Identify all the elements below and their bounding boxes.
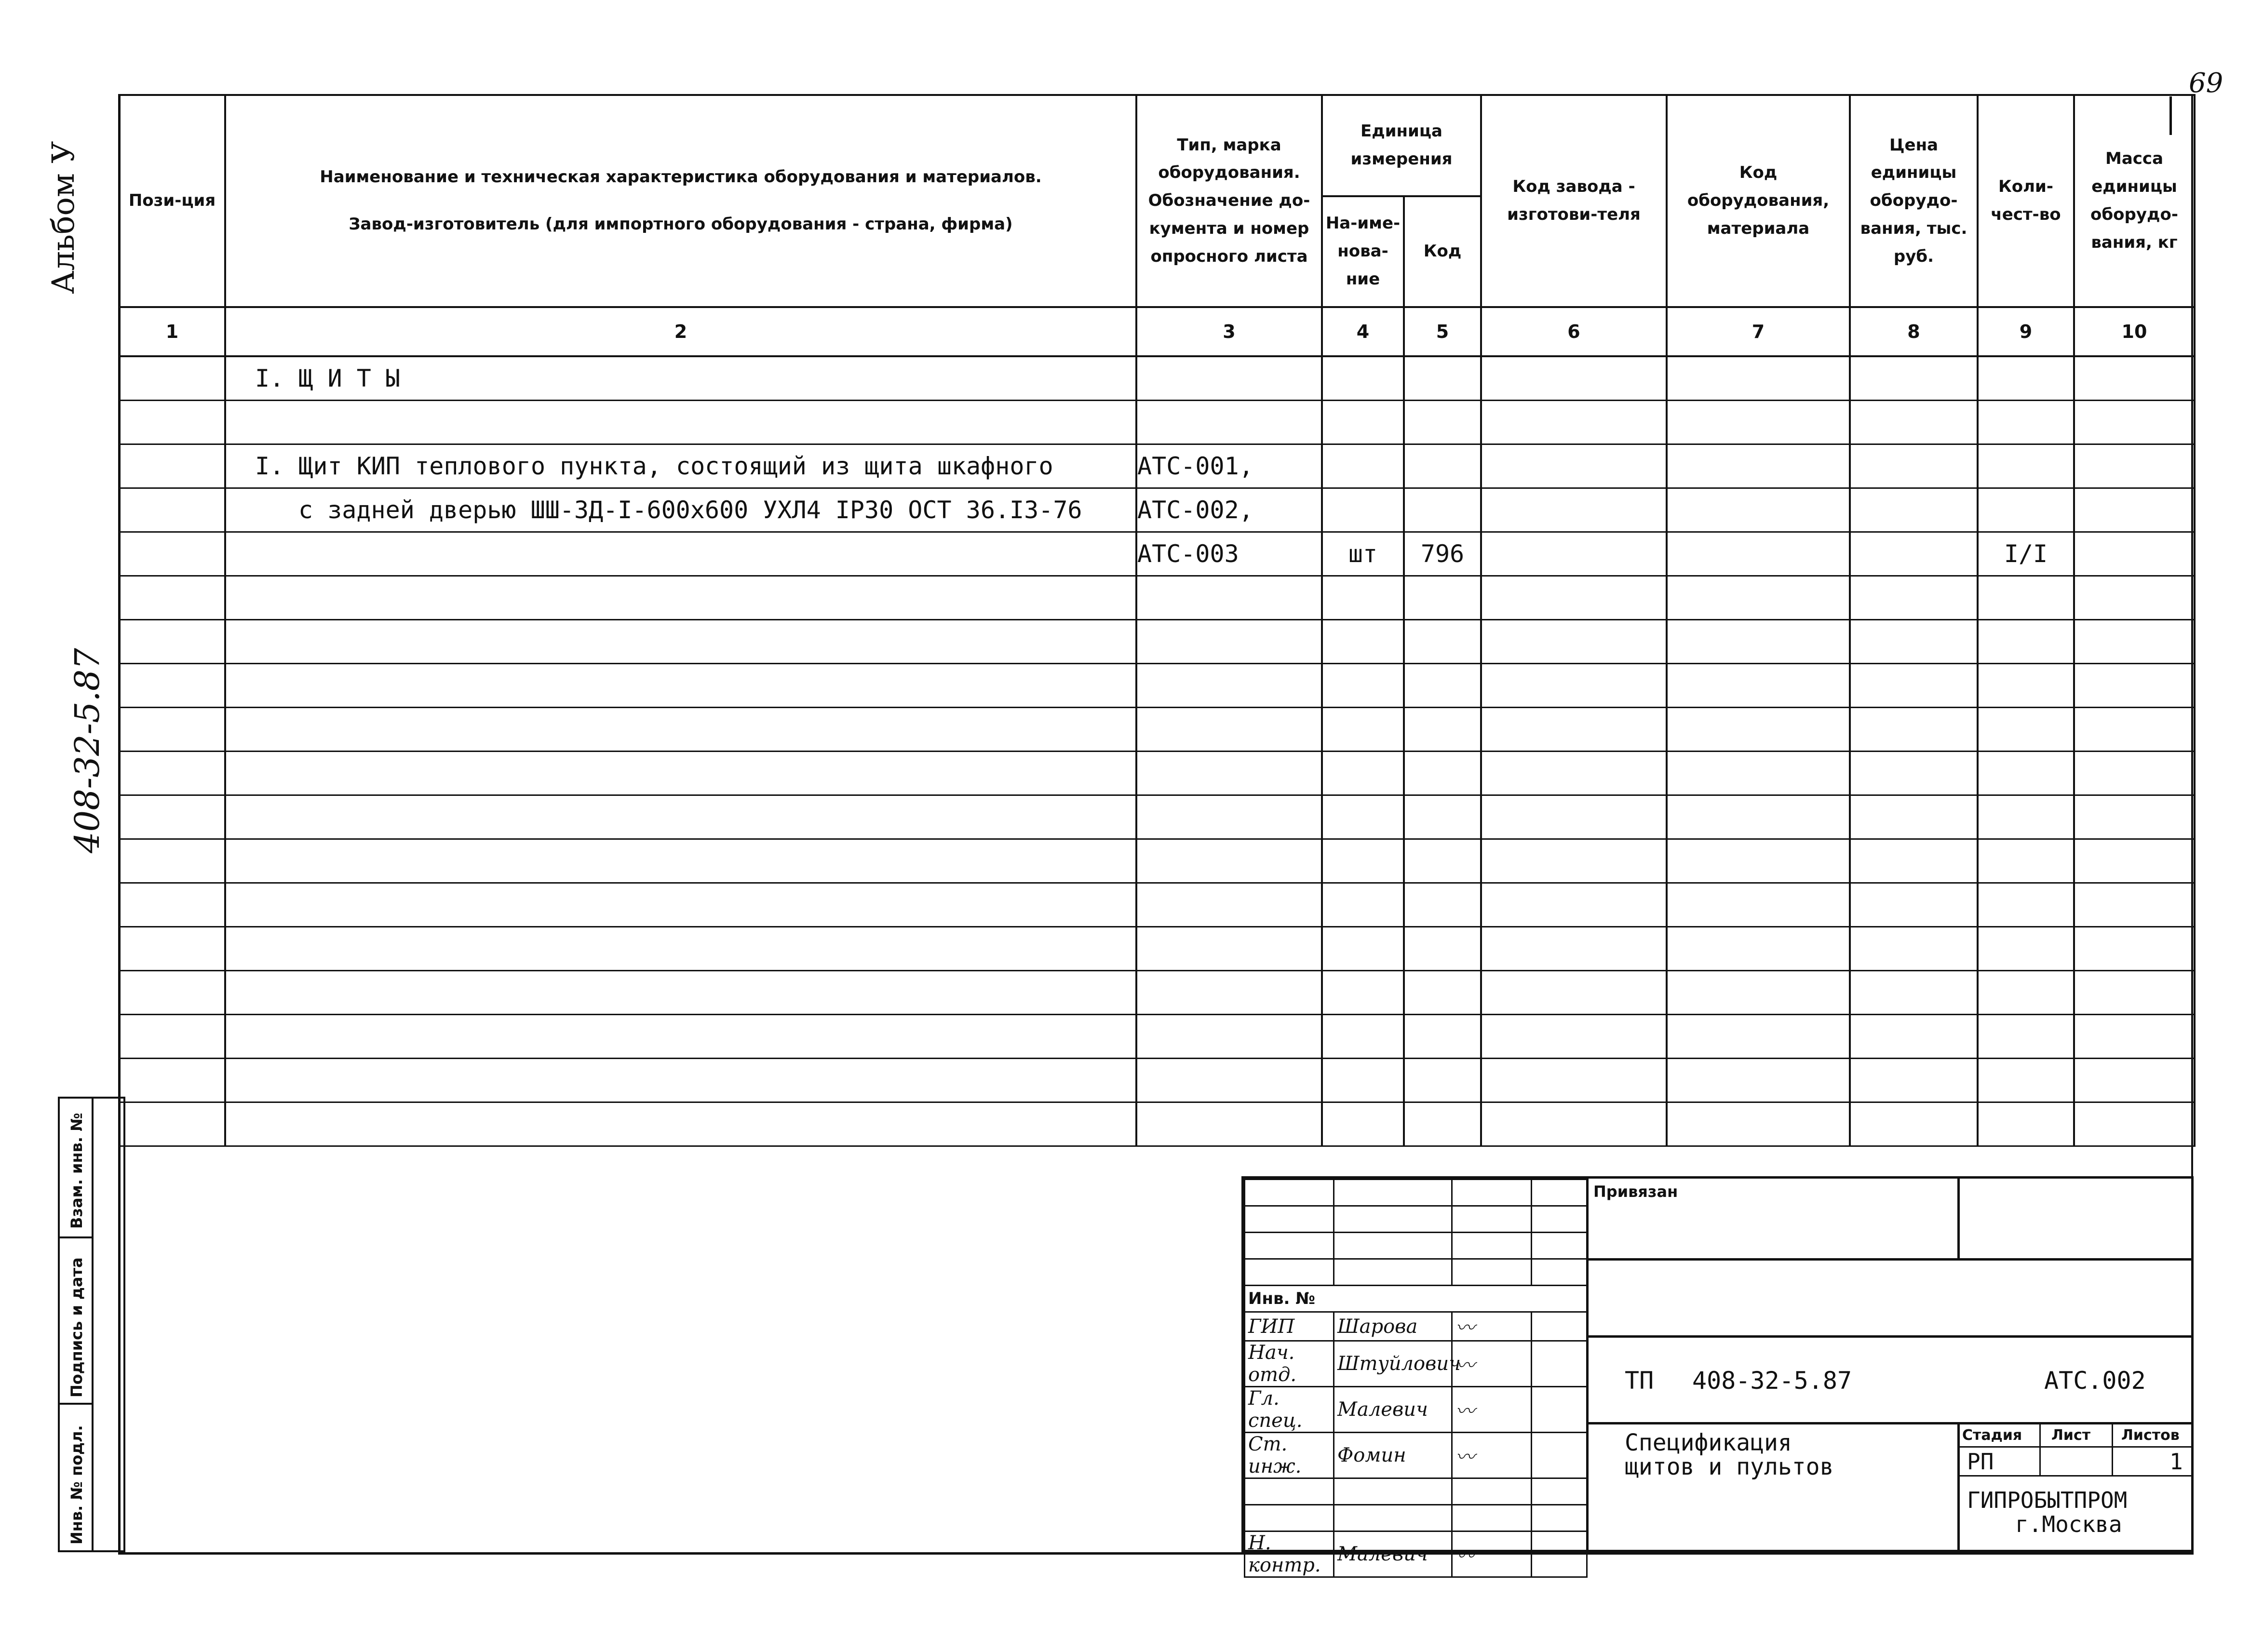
header-name-line2: Завод-изготовитель (для импортного оборудования - страна, фирма) [349,215,1013,234]
specification-table [118,94,2196,1147]
strip-label-vzam: Взам. инв. № [67,1113,86,1229]
cell-position [119,401,225,444]
signature-n-kontr: 〰 [1452,1531,1532,1577]
side-project-code: 408-32-5.87 [67,648,107,853]
tb-divider-stage [1957,1422,1960,1550]
col-num-6: 6 [1481,307,1667,356]
cell-position [119,532,225,576]
name-nach-otd: Штуйлович [1334,1341,1452,1387]
cell-name: с задней дверью ШШ-ЗД-I-600х600 УХЛ4 IP30 ОСТ 36.I3-76 [225,488,1136,532]
frame-bottom [118,1552,2194,1555]
cell-position [119,488,225,532]
col-num-9: 9 [1978,307,2074,356]
signature-grid [1244,1179,1588,1578]
header-unit-code: Код [1404,196,1481,307]
col-num-7: 7 [1667,307,1850,356]
stadiya-value: РП [1967,1449,1994,1475]
name-gl-spec: Малевич [1334,1387,1452,1433]
privyazan-label: Привязан [1593,1182,1678,1201]
table-row-empty [119,1059,2195,1102]
header-quantity: Коли-чест-во [1978,95,2074,307]
table-row-empty [119,927,2195,971]
header-name [225,95,1136,307]
col-num-4: 4 [1322,307,1404,356]
col-num-1: 1 [119,307,225,356]
table-row-empty [119,883,2195,927]
cell-unit [1322,444,1404,488]
header-unit-name: На-име-нова-ние [1322,196,1404,307]
cell-quantity: I/I [1978,532,2074,576]
header-position: Пози-ция [119,95,225,307]
table-row-empty [119,576,2195,620]
tb-divider-list [2039,1422,2041,1475]
signature-gip: 〰 [1452,1312,1532,1341]
strip-label-podpis: Подпись и дата [67,1257,86,1397]
organization-name: ГИПРОБЫТПРОМ [1967,1487,2128,1513]
name-gip: Шарова [1334,1312,1452,1341]
col-num-2: 2 [225,307,1136,356]
header-name-line1: Наименование и техническая характеристика оборудования и материалов. [320,167,1042,187]
role-gl-spec: Гл. спец. [1245,1387,1334,1433]
cell-type: АТС-002, [1136,488,1322,532]
signature-gl-spec: 〰 [1452,1387,1532,1433]
table-row [119,401,2195,444]
cell-unit [1322,488,1404,532]
inv-no-label: Инв. № [1245,1286,1587,1312]
tb-line-2 [1586,1335,2191,1338]
cell-type [1136,356,1322,401]
header-price: Цена единицы оборудо-вания, тыс. руб. [1850,95,1978,307]
col-num-5: 5 [1404,307,1481,356]
cell-quantity [1978,401,2074,444]
tb-line-stage-values [1957,1475,2191,1477]
stadiya-label: Стадия [1962,1427,2022,1444]
col-num-3: 3 [1136,307,1322,356]
tb-line-1 [1586,1258,2191,1261]
organization-city: г.Москва [2015,1511,2122,1537]
table-row-empty [119,708,2195,752]
cell-unit-code [1404,356,1481,401]
table-row-empty [119,795,2195,839]
signature-st-inzh: 〰 [1452,1433,1532,1478]
table-row-empty [119,752,2195,795]
table-row [119,532,2195,576]
table-row-empty [119,839,2195,883]
doc-number: 408-32-5.87 [1692,1367,1852,1395]
list-label: Лист [2051,1427,2091,1444]
tb-divider-main [1586,1179,1589,1550]
cell-position [119,444,225,488]
left-stamp-strip [58,1097,125,1552]
role-st-inzh: Ст. инж. [1245,1433,1334,1478]
table-row-empty [119,620,2195,664]
cell-name: I. Щ И Т Ы [225,356,1136,401]
strip-label-inv-podl: Инв. № подл. [67,1425,86,1545]
cell-position [119,356,225,401]
cell-unit-code: 796 [1404,532,1481,576]
cell-unit-code [1404,488,1481,532]
name-n-kontr: Малевич [1334,1531,1452,1577]
table-row [119,488,2195,532]
doc-prefix: ТП [1625,1367,1654,1395]
table-row [119,444,2195,488]
header-unit-group: Единица измерения [1322,95,1481,196]
sheet-code: АТС.002 [2044,1367,2146,1395]
cell-unit [1322,356,1404,401]
table-row [119,356,2195,401]
doc-title-1: Спецификация [1625,1429,1792,1456]
page-number-text: 69 [2189,67,2223,99]
frame-right [2191,94,2193,1179]
header-maker-code: Код завода - изготови-теля [1481,95,1667,307]
table-row-empty [119,664,2195,708]
header-equipment-code: Код оборудования, материала [1667,95,1850,307]
tb-divider-listov [2112,1422,2113,1475]
table-row-empty [119,971,2195,1015]
table-row-empty [119,1102,2195,1146]
cell-name [225,401,1136,444]
cell-name: I. Щит КИП теплового пункта, состоящий из щита шкафного [225,444,1136,488]
title-block [1241,1176,2194,1576]
name-st-inzh: Фомин [1334,1433,1452,1478]
role-n-kontr: Н. контр. [1245,1531,1334,1577]
header-mass: Масса единицы оборудо-вания, кг [2074,95,2195,307]
listov-label: Листов [2121,1427,2180,1444]
cell-type: АТС-003 [1136,532,1322,576]
tb-divider-privyazan [1957,1179,1960,1258]
cell-quantity [1978,356,2074,401]
cell-type: АТС-001, [1136,444,1322,488]
signature-nach-otd: 〰 [1452,1341,1532,1387]
cell-name [225,532,1136,576]
table-row-empty [119,1015,2195,1059]
col-num-10: 10 [2074,307,2195,356]
cell-quantity [1978,488,2074,532]
cell-quantity [1978,444,2074,488]
col-num-8: 8 [1850,307,1978,356]
role-nach-otd: Нач. отд. [1245,1341,1334,1387]
album-label: Альбом У [46,141,81,294]
cell-type [1136,401,1322,444]
tb-line-3 [1586,1422,2191,1424]
cell-unit-code [1404,444,1481,488]
cell-unit-code [1404,401,1481,444]
role-gip: ГИП [1245,1312,1334,1341]
doc-title-2: щитов и пультов [1625,1453,1834,1480]
cell-unit: шт [1322,532,1404,576]
tb-line-stage-labels [1957,1446,2191,1448]
cell-unit [1322,401,1404,444]
header-type: Тип, марка оборудования. Обозначение до-кумента и номер опросного листа [1136,95,1322,307]
listov-value: 1 [2169,1449,2183,1475]
